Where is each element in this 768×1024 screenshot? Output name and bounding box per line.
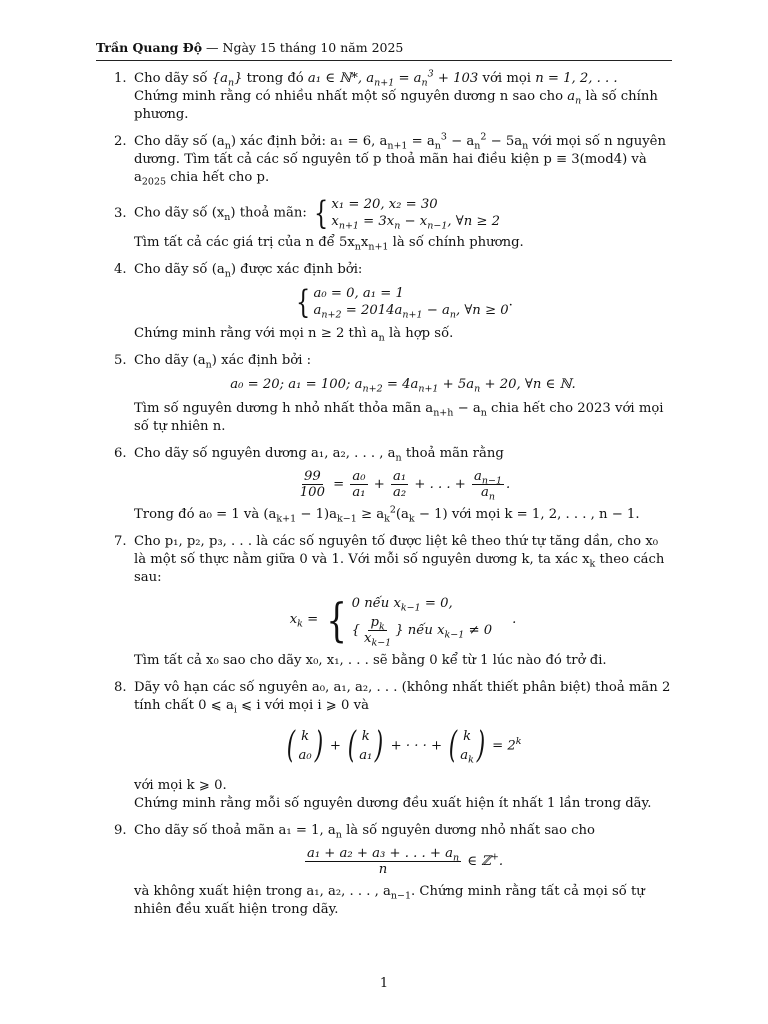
math-part: = 4a: [382, 377, 419, 392]
text: . Chứng minh rằng tất cả mọi số tự nhiên đều xuất hiện trong dãy.: [134, 884, 645, 917]
paren: (: [287, 725, 296, 766]
text: − 5a: [486, 134, 523, 149]
math-sub: k: [408, 513, 415, 525]
fraction: [472, 469, 504, 503]
math-sub: k−1: [371, 637, 392, 649]
math-part: a: [567, 89, 576, 104]
problem-text: [134, 196, 672, 230]
math-part: + 20, ∀n ∈ ℕ.: [480, 377, 576, 392]
problem-text: [134, 261, 672, 279]
math-part: }: [234, 71, 243, 86]
fraction: [350, 469, 367, 500]
math-part: a: [313, 303, 322, 318]
math-sub: k+1: [276, 513, 297, 525]
display-equation: [134, 285, 672, 319]
text: là số chính phương.: [134, 89, 658, 122]
math-sub: k: [589, 558, 596, 570]
math-sub: n: [434, 140, 441, 152]
text: Chứng minh rằng với mọi n ≥ 2 thì a: [134, 326, 379, 341]
text: = a: [407, 134, 435, 149]
fraction: [391, 469, 408, 500]
math-sub: n: [378, 332, 385, 344]
math-part: 0 nếu x: [351, 596, 401, 611]
math-sup: k: [515, 736, 522, 748]
problem-6: [96, 445, 672, 524]
operator: +: [369, 477, 389, 492]
math-sub: n: [421, 77, 428, 89]
math-part: = a: [394, 71, 422, 86]
numerator: a₀: [352, 469, 366, 484]
text: và không xuất hiện trong a₁, a₂, . . . , a: [134, 884, 391, 899]
text: ) xác định bởi: a₁ = 6, a: [230, 134, 388, 149]
text: Dãy vô hạn các số nguyên a₀, a₁, a₂, . . . (không nhất thiết phân biệt) thoả mãn 2 tính chất 0 ⩽ a: [134, 680, 671, 713]
problem-number: 3.: [114, 206, 127, 221]
problem-5: [96, 352, 672, 436]
math-part: ≠ 0: [464, 623, 493, 638]
problem-number: 6.: [114, 446, 127, 461]
numerator: [472, 469, 504, 485]
problem-question: Tìm tất cả x₀ sao cho dãy x₀, x₁, . . . sẽ bằng 0 kể từ 1 lúc nào đó trở đi.: [134, 653, 607, 668]
math-sub: k: [297, 618, 303, 630]
math-part: = 2: [487, 738, 516, 754]
math-sub: n: [575, 95, 582, 107]
problem-number: 4.: [114, 262, 127, 277]
math-part: {: [351, 623, 360, 638]
numerator: 99: [303, 469, 321, 484]
math-sub: n+1: [418, 383, 439, 395]
paren: ): [314, 725, 323, 766]
system-brace: [311, 196, 500, 230]
math-part: = 2014a: [341, 303, 403, 318]
math-part: a: [473, 469, 482, 484]
operator: + . . . +: [410, 477, 470, 492]
math-part: a₁ ∈ ℕ*, a: [307, 71, 375, 86]
problem-question: [134, 400, 672, 436]
math-part: k: [463, 729, 472, 744]
page-number: 1: [379, 976, 389, 991]
problem-number: 1.: [114, 71, 127, 86]
problem-text: [134, 70, 672, 124]
problem-8: [96, 679, 672, 813]
math-sup: 2: [389, 504, 396, 516]
text: x: [360, 235, 369, 250]
math-part: − x: [400, 214, 428, 229]
text: Cho dãy số: [134, 71, 212, 86]
problem-text: [134, 352, 672, 370]
author: Trần Quang Độ: [96, 40, 203, 55]
math-sub: n: [522, 140, 529, 152]
text: − a: [446, 134, 475, 149]
math-sub: n: [227, 77, 235, 89]
text: ) xác định bởi :: [211, 353, 312, 368]
problem-question: [134, 234, 672, 252]
math-part: k: [361, 729, 370, 744]
display-equation: [134, 376, 672, 394]
math-sub: n: [224, 212, 231, 224]
math-sub: n−1: [427, 220, 448, 232]
text: là số chính phương.: [388, 235, 524, 250]
problem-4: [96, 261, 672, 343]
math-sup: 2: [480, 131, 487, 143]
text: (a: [395, 507, 409, 522]
math-part: a₁: [359, 748, 373, 763]
math-sub: n: [224, 268, 231, 280]
math-sub: k−1: [400, 602, 421, 614]
denominator: 100: [299, 485, 325, 500]
math-part: x: [289, 612, 298, 627]
system-line: a₀ = 0, a₁ = 1: [313, 286, 404, 301]
problem-number: 9.: [114, 823, 127, 838]
math-sub: n+1: [387, 140, 408, 152]
denominator: a₂: [393, 485, 407, 500]
math: [567, 89, 582, 107]
problem-text: [134, 445, 672, 463]
math-sub: n: [205, 359, 212, 371]
math-part: = 3x: [358, 214, 395, 229]
text: Cho dãy số nguyên dương a₁, a₂, . . . , a: [134, 446, 396, 461]
math-sub: k: [378, 621, 385, 633]
problem-question: [134, 506, 672, 524]
problem-question: Chứng minh rằng mỗi số nguyên dương đều xuất hiện ít nhất 1 lần trong dãy.: [134, 796, 652, 811]
math-sub: k−1: [337, 513, 357, 525]
math-sub: n+2: [362, 383, 383, 395]
math-part: , ∀n ≥ 2: [447, 214, 501, 229]
problem-text: [134, 822, 672, 840]
system-lines: [331, 196, 500, 230]
text: Trong đó a₀ = 1 và (a: [134, 507, 277, 522]
system-lines: [314, 285, 509, 319]
math-sub: n+1: [374, 77, 395, 89]
display-equation: [134, 592, 672, 649]
problem-text: [134, 679, 672, 715]
text: Tìm số nguyên dương h nhỏ nhất thỏa mãn a: [134, 401, 434, 416]
problem-3: [96, 196, 672, 252]
problem-text: [134, 533, 672, 587]
binomial: [446, 727, 488, 765]
math: n = 1, 2, . . .: [535, 71, 618, 86]
problem-question: [134, 325, 672, 343]
cases-brace: [322, 592, 493, 649]
math-sub: n: [354, 241, 361, 253]
page-header: [96, 40, 672, 61]
problem-2: [96, 133, 672, 187]
problem-7: [96, 533, 672, 670]
operator: =: [328, 477, 349, 492]
math-part: a₀ = 20; a₁ = 100; a: [230, 377, 363, 392]
math-sub: n: [394, 220, 401, 232]
math-sub: k: [468, 754, 474, 766]
text: thoả mãn rằng: [401, 446, 504, 461]
numerator: [305, 846, 461, 862]
math: [307, 68, 479, 89]
math-sub: n: [474, 383, 481, 395]
math-sub: n: [395, 452, 402, 464]
text: ⩽ i với mọi i ⩾ 0 và: [236, 698, 369, 713]
text: ≥ a: [356, 507, 385, 522]
operator: + · · · +: [386, 738, 447, 754]
math-sub: n+1: [368, 241, 389, 253]
punctuation: .: [498, 854, 504, 869]
binomial-stack: [359, 727, 372, 765]
math-part: − a: [422, 303, 450, 318]
binomial-stack: [299, 727, 312, 765]
text: ) được xác định bởi:: [230, 262, 363, 277]
numerator: a₁: [393, 469, 407, 484]
paren: ): [375, 725, 384, 766]
text: − 1)a: [296, 507, 338, 522]
math-sup: +: [490, 851, 499, 863]
problem-number: 8.: [114, 680, 127, 695]
problem-question: [134, 883, 672, 919]
binomial: [284, 727, 325, 765]
display-equation: [134, 846, 672, 877]
text: chia hết cho 2023 với mọi số tự nhiên n.: [134, 401, 664, 434]
math-sub: 2025: [141, 176, 167, 188]
text: Cho dãy (a: [134, 353, 206, 368]
paren: ): [476, 725, 486, 766]
math-part: x: [364, 631, 372, 646]
problem-number: 5.: [114, 353, 127, 368]
text: trong đó: [242, 71, 308, 86]
problem-1: [96, 70, 672, 124]
header-separator: —: [202, 40, 223, 55]
math-sub: n−1: [481, 475, 502, 487]
math-sup: 3: [427, 68, 434, 80]
fraction: [298, 469, 327, 500]
text: − 1) với mọi k = 1, 2, . . . , n − 1.: [414, 507, 640, 522]
math-part: = 0,: [420, 596, 453, 611]
binomial: [345, 727, 386, 765]
math-sub: i: [233, 704, 237, 716]
punctuation: .: [505, 477, 511, 492]
text: Cho p₁, p₂, p₃, . . . là các số nguyên tố được liệt kê theo thứ tự tăng dần, cho x₀ là một số thực nằm giữa 0 và 1. Với mỗi số nguyên dương k, ta xác x: [134, 534, 659, 567]
brace-symbol: {: [314, 194, 329, 232]
date: Ngày 15 tháng 10 năm 2025: [222, 40, 404, 55]
math-sub: n+2: [321, 309, 342, 321]
denominator: a₁: [352, 485, 366, 500]
punctuation: .: [512, 612, 517, 627]
math-sup: 3: [440, 131, 447, 143]
text: với mọi: [478, 71, 536, 86]
math-sub: n: [474, 140, 481, 152]
text: ) thoả mãn:: [230, 205, 307, 221]
system-line: x₁ = 20, x₂ = 30: [331, 197, 438, 212]
punctuation: .: [508, 294, 513, 310]
text: với mọi số n nguyên dương. Tìm tất cả các số nguyên tố p thoả mãn hai điều kiện p ≡ 3(mod4) và a: [134, 134, 666, 185]
math-part: a: [480, 485, 489, 500]
math-sub: n: [335, 829, 342, 841]
problem-number: 7.: [114, 534, 127, 549]
text: Cho dãy số (x: [134, 205, 225, 221]
fraction: [362, 615, 393, 649]
display-equation: [134, 727, 672, 765]
math-sub: n: [452, 852, 460, 864]
text: Tìm tất cả các giá trị của n để 5x: [134, 235, 355, 250]
operator: =: [302, 612, 323, 627]
problem-list: [96, 70, 672, 928]
text: Cho dãy số (a: [134, 134, 225, 149]
math-part: {a: [211, 71, 228, 86]
math-part: a₀: [298, 748, 312, 763]
math-sub: n+1: [338, 220, 359, 232]
operator: +: [325, 738, 346, 754]
problem-9: [96, 822, 672, 919]
display-equation: [134, 469, 672, 503]
math-sub: n−1: [390, 890, 412, 902]
math-part: k: [301, 729, 310, 744]
text: theo cách sau:: [134, 552, 665, 585]
problem-condition: với mọi k ⩾ 0.: [134, 778, 227, 793]
math-sub: n: [224, 140, 231, 152]
math-sub: n+h: [433, 407, 454, 419]
math-part: [460, 746, 474, 765]
case-lines: [351, 593, 493, 649]
paren: (: [449, 725, 458, 766]
denominator: [362, 631, 393, 649]
math-sub: k−1: [444, 629, 465, 641]
math-sub: n: [480, 407, 487, 419]
text: Chứng minh rằng có nhiều nhất một số nguyên dương n sao cho: [134, 89, 568, 104]
problem-text: [134, 133, 672, 187]
binomial-stack: [460, 727, 474, 765]
system-brace: [293, 285, 508, 319]
math-sub: n: [449, 309, 456, 321]
numerator: [368, 615, 386, 631]
text: chia hết cho p.: [166, 170, 270, 185]
math-part: + 103: [433, 71, 479, 86]
text: Cho dãy số (a: [134, 262, 225, 277]
text: Cho dãy số thoả mãn a₁ = 1, a: [134, 823, 336, 838]
math-sub: n+1: [402, 309, 423, 321]
denominator: [479, 485, 497, 503]
math-sub: k: [384, 513, 390, 525]
math-part: , ∀n ≥ 0: [455, 303, 509, 318]
brace-symbol: {: [296, 283, 311, 321]
math-part: a₁ + a₂ + a₃ + . . . + a: [306, 846, 453, 861]
text: là hợp số.: [384, 326, 454, 341]
fraction: [305, 846, 461, 877]
math: [211, 71, 243, 89]
math-part: + 5a: [438, 377, 475, 392]
text: − a: [453, 401, 481, 416]
math-part: } nếu x: [395, 623, 445, 638]
math-part: p: [370, 615, 379, 630]
math-sub: n: [488, 491, 495, 503]
brace-symbol: {: [326, 592, 348, 647]
math-part: a: [460, 748, 469, 763]
text: là số nguyên dương nhỏ nhất sao cho: [341, 823, 595, 838]
math-part: x: [331, 214, 339, 229]
denominator: n: [378, 862, 388, 877]
math-part: ∈ ℤ: [463, 854, 491, 869]
problem-number: 2.: [114, 134, 127, 149]
paren: (: [347, 725, 357, 766]
